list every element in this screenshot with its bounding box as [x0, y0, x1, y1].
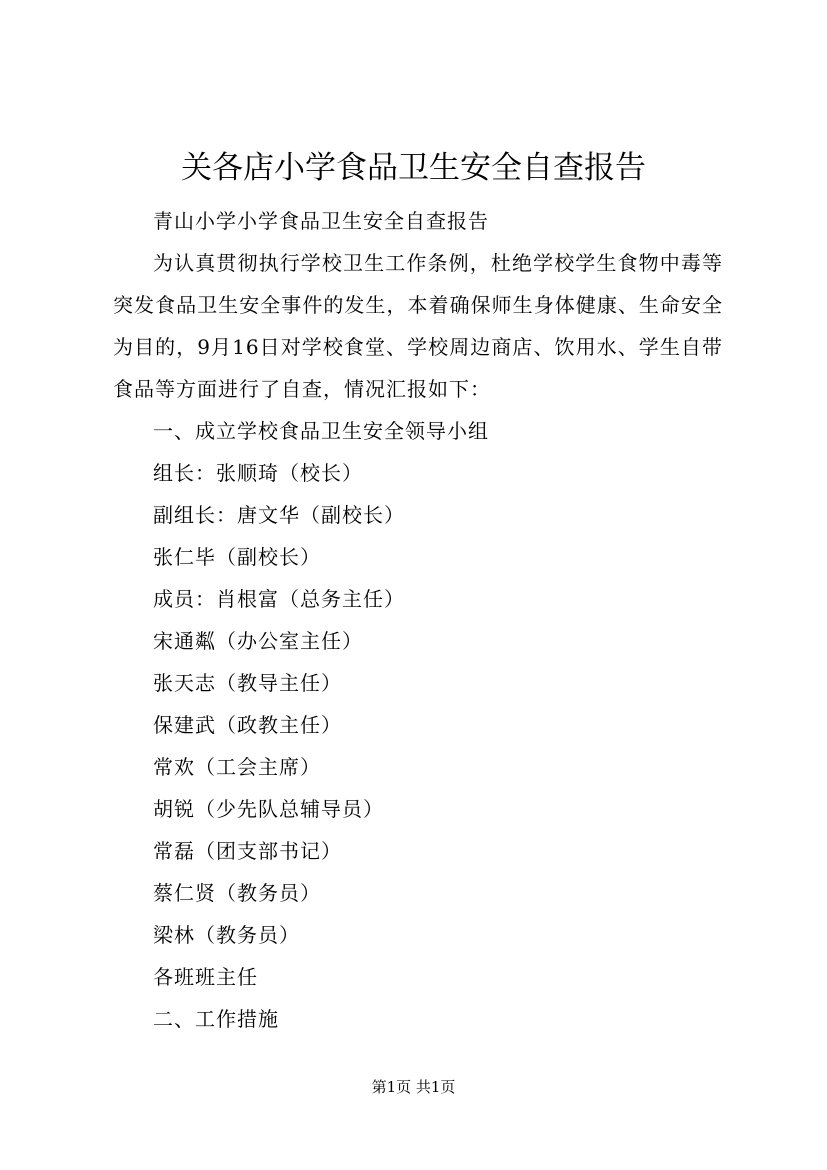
paragraph-deputy-leader-2: 张仁毕（副校长）	[153, 545, 321, 569]
paragraph-member: 蔡仁贤（教务员）	[153, 881, 321, 905]
paragraph-group-leader: 组长：张顺琦（校长）	[153, 461, 363, 485]
section-heading-1: 一、成立学校食品卫生安全领导小组	[153, 419, 489, 443]
section-heading-2: 二、工作措施	[153, 1007, 279, 1031]
paragraph-deputy-leader: 副组长：唐文华（副校长）	[153, 503, 405, 527]
paragraph-member: 成员：肖根富（总务主任）	[153, 587, 405, 611]
paragraph-member: 常欢（工会主席）	[153, 755, 321, 779]
paragraph-member: 保建武（政教主任）	[153, 713, 342, 737]
document-body	[113, 200, 723, 1040]
page-footer: 第1页 共1页	[371, 1078, 456, 1096]
paragraph-member: 宋通粼（办公室主任）	[153, 629, 363, 653]
document-title: 关各店小学食品卫生安全自查报告	[181, 150, 646, 186]
paragraph-subtitle: 青山小学小学食品卫生安全自查报告	[153, 209, 489, 233]
paragraph-intro: 为认真贯彻执行学校卫生工作条例，杜绝学校学生食物中毒等突发食品卫生安全事件的发生，本着确保师生身体健康、生命安全为目的，9月16日对学校食堂、学校周边商店、饮用水、学生自带食品等方面进行了自查，情况汇报如下：	[113, 251, 723, 401]
paragraph-member: 常磊（团支部书记）	[153, 839, 342, 863]
paragraph-member: 胡锐（少先队总辅导员）	[153, 797, 384, 821]
paragraph-member: 各班班主任	[153, 965, 258, 989]
paragraph-member: 梁林（教务员）	[153, 923, 300, 947]
paragraph-member: 张天志（教导主任）	[153, 671, 342, 695]
